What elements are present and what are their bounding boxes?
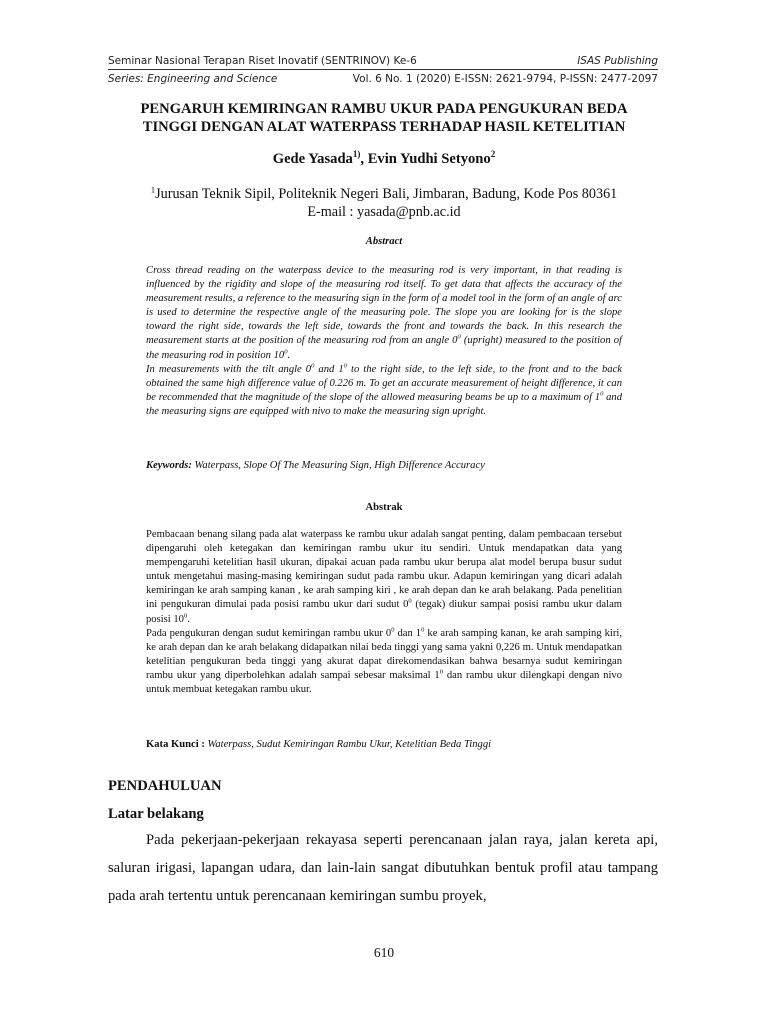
affiliation-text: Jurusan Teknik Sipil, Politeknik Negeri Bali, Jimbaran, Badung, Kode Pos 80361 xyxy=(155,186,618,202)
abstrak-p2-text-c: ke arah samping kanan, ke arah samping kiri, ke arah depan dan ke arah belakang didapatkan nilai beda tinggi yang sama yakni 0,226 m. Untuk mendapatkan ketelitian pengukuran beda tinggi yang akurat dapat direkomendasikan bahwa besarnya sudut kemiringan rambu ukur yang diperbolehkan adalah sampai sebesar maksimal 1 xyxy=(146,627,622,681)
conference-name: Seminar Nasional Terapan Riset Inovatif (SENTRINOV) Ke-6 xyxy=(108,55,417,67)
author-1: Gede Yasada xyxy=(272,151,353,167)
author-separator: , xyxy=(360,151,368,167)
abstract-p2-text-b: and 1 xyxy=(314,363,344,375)
abstrak-p2-text-a: Pada pengukuran dengan sudut kemiringan rambu ukur 0 xyxy=(146,627,392,639)
title-line-1: PENGARUH KEMIRINGAN RAMBU UKUR PADA PENGUKURAN BEDA xyxy=(140,101,628,117)
abstrak-heading: Abstrak xyxy=(365,502,403,513)
abstrak-p1-sup-2: 0 xyxy=(183,612,188,620)
abstract-p2-sup-1: 0 xyxy=(311,362,315,370)
abstract-p1-text-c: . xyxy=(287,349,291,361)
abstrak-paragraph-2 xyxy=(146,627,622,697)
kata-kunci-value: Waterpass, Sudut Kemiringan Rambu Ukur, Ketelitian Beda Tinggi xyxy=(204,739,492,750)
header-rule xyxy=(108,69,658,70)
abstract-p1-sup-2: 0 xyxy=(284,348,288,356)
abstrak-p1-text-b: (tegak) diukur sampai posisi rambu ukur dalam posisi 10 xyxy=(146,599,623,625)
author-2: Evin Yudhi Setyono xyxy=(367,151,491,167)
abstrak-p1-text-a: Pembacaan benang silang pada alat waterpass ke rambu ukur adalah sangat penting, dalam pembacaan tersebut dipengaruhi oleh ketegakan dan kemiringan rambu ukur itu sendiri. Untuk mendapatkan data yang mempengaruhi ketelitian hasil ukuran, dipakai acuan pada rambu ukur berupa alat model berupa busur sudut untuk mengetahui masing-masing kemiringan sudut pada rambu ukur. Adapun kemiringan yang dicari adalah kemiringan ke arah samping kanan , ke arah samping kiri , ke arah depan dan ke arah belakang. Pada penelitian ini pengukuran dimulai pada posisi rambu ukur dari sudut 0 xyxy=(146,529,622,611)
author-1-sup: 1) xyxy=(352,149,361,160)
page-number: 610 xyxy=(373,945,395,960)
series-name: Series: Engineering and Science xyxy=(108,73,278,85)
running-header-bottom xyxy=(108,73,658,85)
keywords-label: Keywords: xyxy=(146,460,192,471)
abstrak-p2-sup-2: 0 xyxy=(421,626,425,634)
affiliation xyxy=(100,185,668,221)
abstract-heading: Abstract xyxy=(365,236,403,247)
abstract-p2-text-d: and the measuring signs are equipped with nivo to make the measuring sign upright. xyxy=(146,391,623,417)
volume-issn: Vol. 6 No. 1 (2020) E-ISSN: 2621-9794, P-ISSN: 2477-2097 xyxy=(352,73,658,85)
affiliation-line xyxy=(100,185,668,203)
author-2-sup: 2 xyxy=(490,149,496,160)
abstrak-p2-sup-3: 0 xyxy=(439,668,444,676)
abstrak-paragraph-1 xyxy=(146,528,622,627)
abstract-paragraph-1 xyxy=(146,264,622,363)
abstrak-p2-text-b: dan 1 xyxy=(394,627,422,639)
abstrak-p1-sup-1: 0 xyxy=(408,597,412,605)
abstract-p2-sup-2: 0 xyxy=(343,362,347,370)
affiliation-email: E-mail : yasada@pnb.ac.id xyxy=(307,204,461,220)
keywords xyxy=(146,460,622,471)
publisher-name: ISAS Publishing xyxy=(577,55,658,67)
kata-kunci xyxy=(146,739,622,750)
author-list xyxy=(100,151,668,168)
abstract-body xyxy=(146,264,622,419)
abstrak-p2-sup-1: 0 xyxy=(391,626,395,634)
kata-kunci-label: Kata Kunci : xyxy=(146,739,205,750)
body-paragraph: Pada pekerjaan-pekerjaan rekayasa seperti perencanaan jalan raya, jalan kereta api, saluran irigasi, lapangan udara, dan lain-lain sangat dibutuhkan bentuk profil atau tampang pada arah tertentu untuk perencanaan kemiringan sumbu proyek, xyxy=(108,832,658,904)
abstract-p1-text-b: (upright) measured to the position of the measuring rod in position 10 xyxy=(146,335,622,361)
abstrak-body xyxy=(146,528,622,697)
abstract-p2-text-a: In measurements with the tilt angle 0 xyxy=(146,363,312,375)
abstract-paragraph-2 xyxy=(146,363,622,419)
section-heading: PENDAHULUAN xyxy=(108,778,222,794)
subsection-heading: Latar belakang xyxy=(108,806,204,822)
abstrak-p1-text-c: . xyxy=(187,613,190,625)
abstract-p1-sup-1: 0 xyxy=(457,333,461,341)
running-header-top xyxy=(108,55,658,67)
title-line-2: TINGGI DENGAN ALAT WATERPASS TERHADAP HASIL KETELITIAN xyxy=(142,119,626,135)
paper-title xyxy=(100,100,668,136)
affiliation-sup: 1 xyxy=(150,184,156,195)
abstract-p2-text-c: to the right side, to the left side, to the front and to the back obtained the same high difference value of 0.226 m. To get an accurate measurement of height difference, it can be recommended that the magnitude of the slope of the allowed measuring beams be up to a maximum of 1 xyxy=(146,363,622,403)
abstract-p2-sup-3: 0 xyxy=(600,390,604,398)
abstract-p1-text-a: Cross thread reading on the waterpass device to the measuring rod is very important, in that reading is influenced by the rigidity and slope of the measuring rod itself. To get data that affects the accuracy of the measurement results, a reference to the measuring sign in the form of a model tool in the form of an angle of arc is used to determine the respective angle of the measuring pole. The slope you are looking for is the slope toward the right side, towards the left side, towards the front and towards the back. In this research the measurement starts at the position of the measuring rod from an angle 0 xyxy=(146,265,622,347)
abstrak-p2-text-d: dan rambu ukur dilengkapi dengan nivo untuk membuat ketegakan rambu ukur. xyxy=(146,669,622,696)
keywords-value: Waterpass, Slope Of The Measuring Sign, High Difference Accuracy xyxy=(191,460,485,471)
